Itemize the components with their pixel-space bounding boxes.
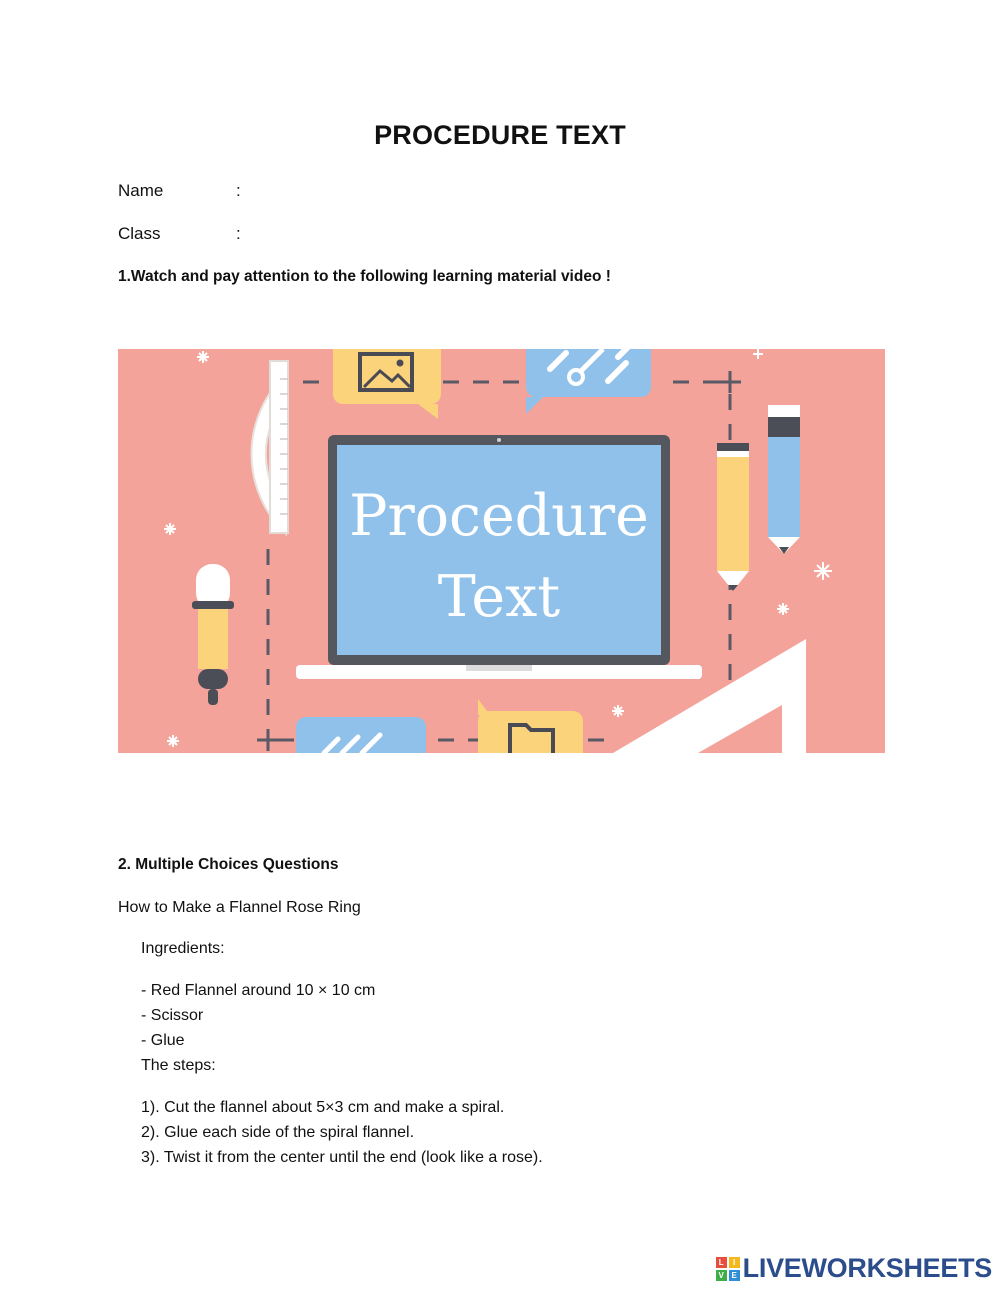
ingredients-heading: Ingredients:	[141, 940, 225, 957]
pencil-blue-icon	[768, 405, 800, 554]
logo-block: V	[716, 1270, 727, 1281]
ingredient-item: - Red Flannel around 10 × 10 cm	[141, 982, 376, 999]
logo-block: E	[729, 1270, 740, 1281]
ingredient-item: - Scissor	[141, 1007, 204, 1024]
name-label: Name	[118, 181, 164, 200]
ingredient-item: - Glue	[141, 1032, 185, 1049]
name-colon: :	[236, 181, 241, 200]
steps-heading: The steps:	[141, 1057, 216, 1074]
recipe-title: How to Make a Flannel Rose Ring	[118, 899, 361, 916]
chat-bubble-icon	[296, 717, 426, 753]
procedure-text-video-banner[interactable]	[118, 349, 885, 753]
logo-block: I	[729, 1257, 740, 1268]
laptop-illustration	[296, 435, 702, 679]
step-item: 2). Glue each side of the spiral flannel.	[141, 1124, 415, 1141]
step-item: 3). Twist it from the center until the end (look like a rose).	[141, 1149, 543, 1166]
class-colon: :	[236, 224, 241, 243]
question-2-heading: 2. Multiple Choices Questions	[118, 856, 339, 873]
liveworksheets-logo[interactable]	[716, 1253, 992, 1284]
logo-wordmark: LIVEWORKSHEETS	[742, 1253, 992, 1283]
name-field	[118, 181, 248, 201]
page-title: PROCEDURE TEXT	[374, 120, 626, 150]
pencil-yellow-icon	[717, 443, 749, 591]
question-1-heading: 1.Watch and pay attention to the following learning material video !	[118, 268, 611, 285]
class-label: Class	[118, 224, 161, 243]
banner-title-line1: Procedure	[349, 483, 649, 549]
logo-block: L	[716, 1257, 727, 1268]
class-field	[118, 224, 248, 244]
step-item: 1). Cut the flannel about 5×3 cm and make a spiral.	[141, 1099, 505, 1116]
logo-blocks-icon	[716, 1257, 740, 1281]
banner-title-line2: Text	[437, 564, 561, 630]
